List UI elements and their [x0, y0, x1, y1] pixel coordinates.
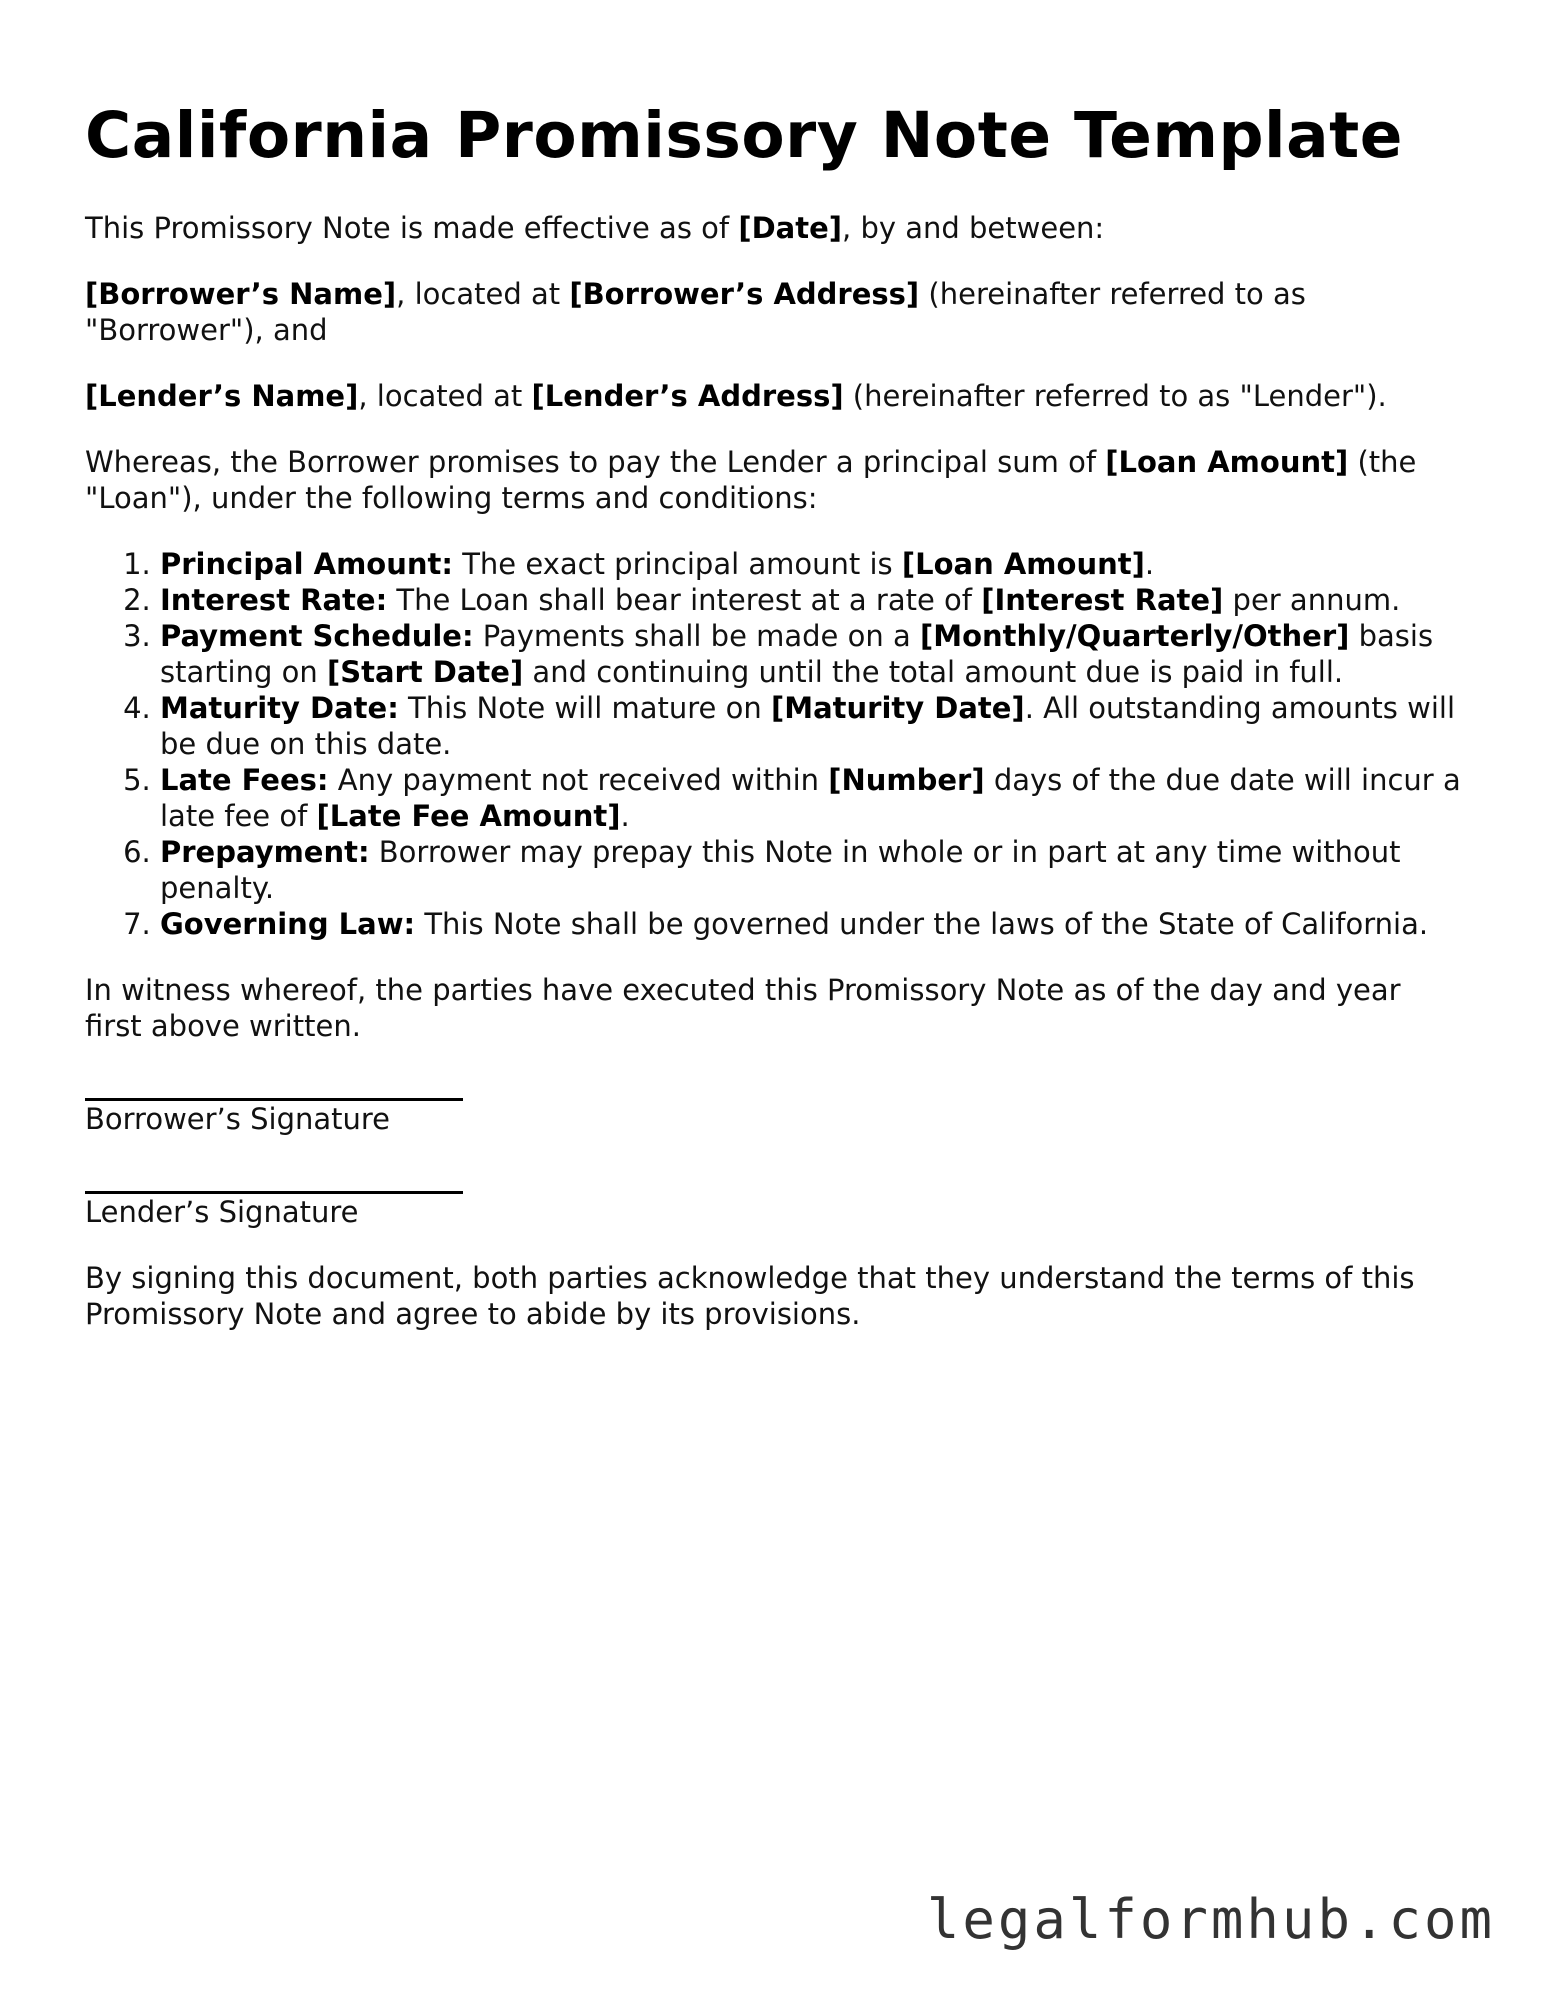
term-text: and continuing until the total amount due is paid in full. — [523, 655, 1344, 690]
borrower-text-end: (hereinafter referred to as "Borrower"), and — [85, 277, 1306, 348]
lender-signature-block — [85, 1167, 1465, 1230]
term-label: Prepayment: — [160, 835, 370, 870]
document-page — [85, 100, 1465, 1362]
site-watermark: legalformhub.com — [926, 1888, 1495, 1951]
borrower-signature-line[interactable] — [85, 1074, 463, 1101]
term-text: per annum. — [1223, 583, 1401, 618]
term-text: . All outstanding amounts will be due on this date. — [160, 691, 1456, 762]
term-placeholder: [Late Fee Amount] — [316, 799, 621, 834]
date-placeholder: [Date] — [738, 211, 843, 246]
intro-text-end: , by and between: — [842, 211, 1105, 246]
lender-address-placeholder: [Lender’s Address] — [531, 379, 844, 414]
loan-amount-placeholder: [Loan Amount] — [1105, 445, 1349, 480]
borrower-address-placeholder: [Borrower’s Address] — [569, 277, 920, 312]
term-principal — [160, 546, 1465, 582]
lender-text: , located at — [358, 379, 532, 414]
term-late-fees — [160, 762, 1465, 834]
term-governing-law — [160, 906, 1465, 942]
term-label: Late Fees: — [160, 763, 329, 798]
term-maturity — [160, 690, 1465, 762]
terms-list — [85, 546, 1465, 942]
borrower-signature-block — [85, 1074, 1465, 1137]
lender-signature-line[interactable] — [85, 1167, 463, 1194]
term-label: Interest Rate: — [160, 583, 388, 618]
borrower-paragraph — [85, 276, 1465, 348]
whereas-paragraph — [85, 444, 1465, 516]
term-text: days of the due date will incur a late fee of — [160, 763, 1461, 834]
witness-paragraph: In witness whereof, the parties have executed this Promissory Note as of the day and year first above written. — [85, 973, 1401, 1044]
term-placeholder: [Number] — [828, 763, 985, 798]
term-text: The Loan shall bear interest at a rate of — [387, 583, 982, 618]
term-label: Maturity Date: — [160, 691, 399, 726]
term-text: This Note shall be governed under the laws of the State of California. — [415, 907, 1429, 942]
borrower-text: , located at — [396, 277, 570, 312]
intro-text: This Promissory Note is made effective as of — [85, 211, 739, 246]
term-schedule — [160, 618, 1465, 690]
term-text: Borrower may prepay this Note in whole or in part at any time without penalty. — [160, 835, 1401, 906]
term-text: This Note will mature on — [398, 691, 771, 726]
term-label: Payment Schedule: — [160, 619, 474, 654]
term-text: Any payment not received within — [328, 763, 829, 798]
lender-name-placeholder: [Lender’s Name] — [85, 379, 359, 414]
term-interest — [160, 582, 1465, 618]
term-text: basis starting on — [160, 619, 1434, 690]
intro-paragraph — [85, 210, 1465, 246]
lender-paragraph — [85, 378, 1465, 414]
closing-paragraph: By signing this document, both parties acknowledge that they understand the terms of this Promissory Note and agree to abide by its provisions. — [85, 1261, 1415, 1332]
term-text: . — [1144, 547, 1155, 582]
term-placeholder: [Loan Amount] — [901, 547, 1145, 582]
term-placeholder: [Interest Rate] — [981, 583, 1224, 618]
term-prepayment — [160, 834, 1465, 906]
term-label: Principal Amount: — [160, 547, 453, 582]
lender-text-end: (hereinafter referred to as "Lender"). — [843, 379, 1387, 414]
term-placeholder: [Monthly/Quarterly/Other] — [919, 619, 1350, 654]
borrower-name-placeholder: [Borrower’s Name] — [85, 277, 397, 312]
lender-signature-label: Lender’s Signature — [85, 1195, 359, 1230]
term-label: Governing Law: — [160, 907, 416, 942]
term-text: . — [620, 799, 630, 834]
term-placeholder: [Maturity Date] — [770, 691, 1025, 726]
borrower-signature-label: Borrower’s Signature — [85, 1102, 391, 1137]
whereas-text-end: (the "Loan"), under the following terms and conditions: — [85, 445, 1417, 516]
term-text: Payments shall be made on a — [473, 619, 920, 654]
term-placeholder: [Start Date] — [326, 655, 524, 690]
document-title: California Promissory Note Template — [85, 99, 1404, 172]
whereas-text: Whereas, the Borrower promises to pay the Lender a principal sum of — [85, 445, 1106, 480]
term-text: The exact principal amount is — [452, 547, 902, 582]
